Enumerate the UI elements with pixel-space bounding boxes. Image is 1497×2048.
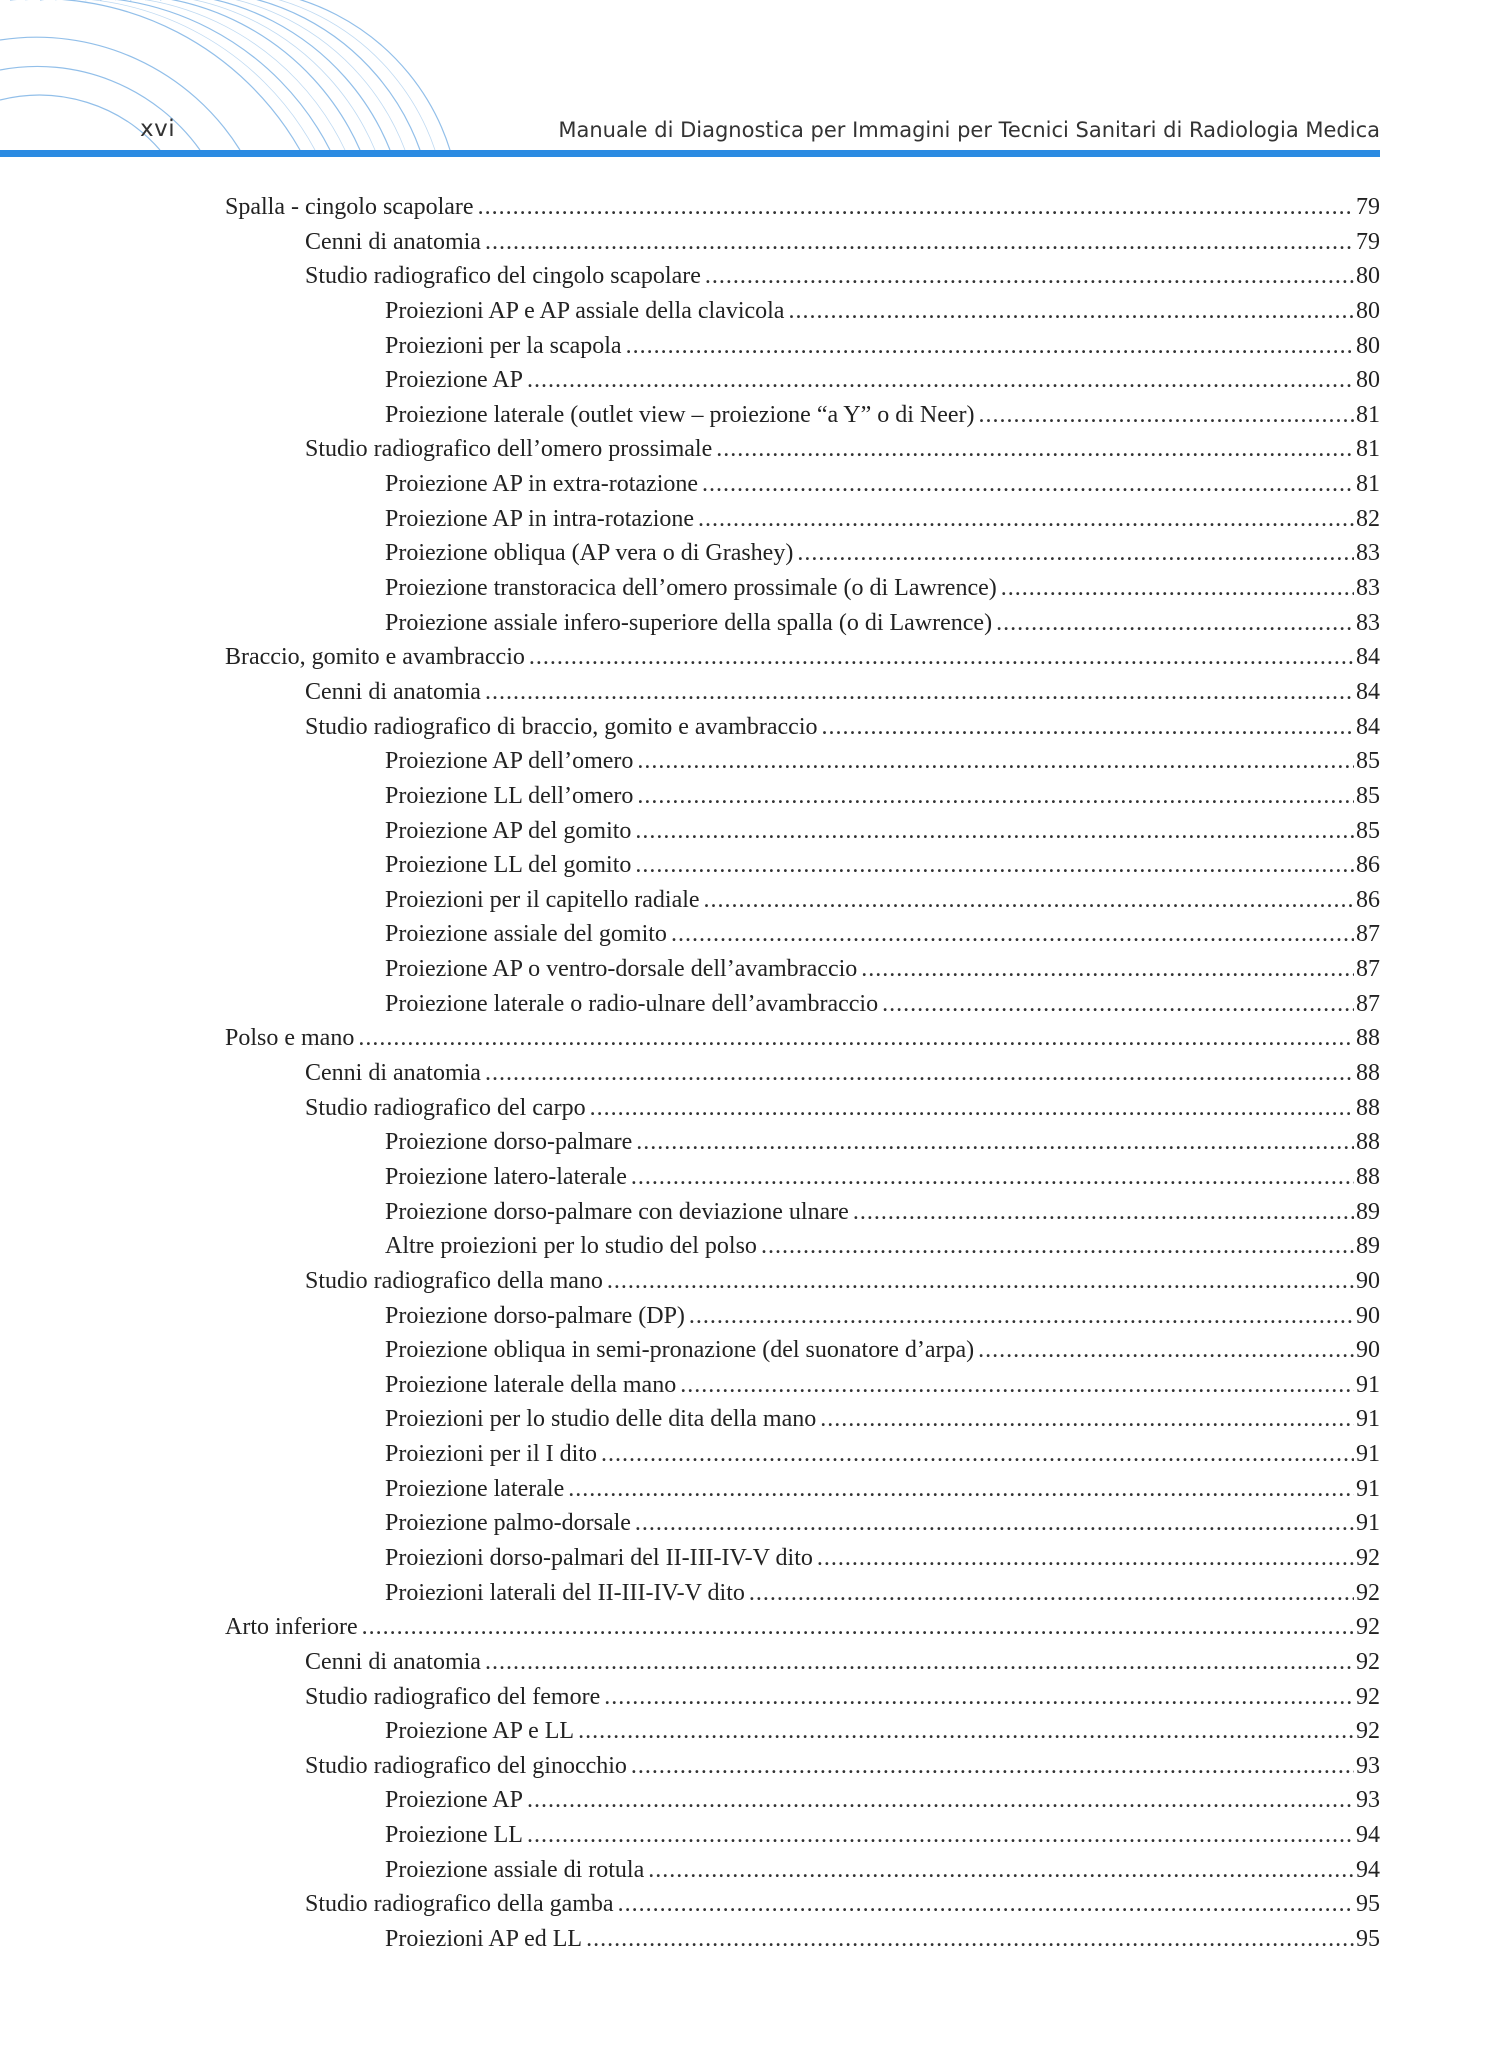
toc-entry-label: Proiezioni AP ed LL: [385, 1926, 583, 1953]
toc-entry: [225, 1645, 1380, 1680]
toc-dot-leader: [637, 779, 1354, 814]
toc-dot-leader: [817, 1541, 1354, 1576]
toc-entry-page: 90: [1356, 1267, 1380, 1294]
toc-entry: [225, 294, 1380, 329]
toc-dot-leader: [607, 1264, 1354, 1299]
toc-entry-label: Proiezione laterale (outlet view – proiezione “a Y” o di Neer): [385, 401, 975, 428]
toc-entry: [225, 1021, 1380, 1056]
toc-entry-page: 91: [1356, 1510, 1380, 1537]
toc-dot-leader: [671, 917, 1354, 952]
toc-entry-page: 90: [1356, 1302, 1380, 1329]
toc-entry: [225, 710, 1380, 745]
toc-entry-page: 85: [1356, 817, 1380, 844]
toc-dot-leader: [618, 1887, 1354, 1922]
toc-entry: [225, 744, 1380, 779]
toc-entry: [225, 1056, 1380, 1091]
toc-entry-label: Cenni di anatomia: [305, 1060, 481, 1087]
toc-entry-label: Proiezione dorso-palmare: [385, 1129, 633, 1156]
toc-dot-leader: [631, 1160, 1354, 1195]
toc-entry: [225, 1368, 1380, 1403]
toc-entry-label: Proiezioni per il capitello radiale: [385, 886, 700, 913]
toc-entry-page: 92: [1356, 1648, 1380, 1675]
toc-entry: [225, 1887, 1380, 1922]
toc-entry-label: Proiezione assiale di rotula: [385, 1856, 645, 1883]
toc-entry-label: Cenni di anatomia: [305, 228, 481, 255]
toc-entry-label: Proiezione dorso-palmare con deviazione ulnare: [385, 1198, 849, 1225]
toc-entry-page: 79: [1356, 228, 1380, 255]
toc-entry-label: Proiezione LL: [385, 1822, 523, 1849]
toc-dot-leader: [590, 1091, 1354, 1126]
toc-dot-leader: [979, 398, 1354, 433]
toc-entry-label: Proiezione AP o ventro-dorsale dell’avambraccio: [385, 956, 858, 983]
toc-entry: [225, 1853, 1380, 1888]
page-number: xvi: [140, 116, 176, 142]
table-of-contents: [225, 190, 1380, 1957]
toc-entry-page: 87: [1356, 921, 1380, 948]
toc-entry: [225, 536, 1380, 571]
toc-entry-label: Proiezioni per lo studio delle dita della mano: [385, 1406, 817, 1433]
toc-dot-leader: [797, 536, 1354, 571]
toc-entry-label: Proiezione AP in extra-rotazione: [385, 471, 699, 498]
toc-entry-label: Proiezione latero-laterale: [385, 1163, 627, 1190]
toc-entry-label: Proiezione transtoracica dell’omero prossimale (o di Lawrence): [385, 575, 997, 602]
toc-entry: [225, 987, 1380, 1022]
toc-entry-label: Proiezione laterale o radio-ulnare dell’avambraccio: [385, 990, 879, 1017]
toc-entry: [225, 1229, 1380, 1264]
toc-entry: [225, 779, 1380, 814]
toc-dot-leader: [631, 1749, 1354, 1784]
toc-entry-label: Studio radiografico di braccio, gomito e avambraccio: [305, 713, 818, 740]
toc-dot-leader: [702, 467, 1354, 502]
toc-entry-page: 87: [1356, 956, 1380, 983]
toc-entry-label: Proiezione laterale: [385, 1475, 565, 1502]
toc-entry-page: 84: [1356, 644, 1380, 671]
toc-entry: [225, 1922, 1380, 1957]
toc-entry-label: Proiezione assiale del gomito: [385, 921, 667, 948]
toc-entry-page: 94: [1356, 1822, 1380, 1849]
toc-entry-label: Proiezione AP del gomito: [385, 817, 632, 844]
toc-dot-leader: [604, 1680, 1354, 1715]
toc-entry: [225, 883, 1380, 918]
toc-dot-leader: [648, 1853, 1354, 1888]
toc-entry-label: Proiezione obliqua in semi-pronazione (del suonatore d’arpa): [385, 1337, 975, 1364]
toc-entry-label: Proiezione assiale infero-superiore della spalla (o di Lawrence): [385, 609, 993, 636]
toc-entry: [225, 1472, 1380, 1507]
toc-entry: [225, 606, 1380, 641]
toc-entry-page: 88: [1356, 1025, 1380, 1052]
toc-dot-leader: [978, 1333, 1354, 1368]
toc-entry-page: 89: [1356, 1198, 1380, 1225]
toc-entry-label: Proiezioni per la scapola: [385, 332, 622, 359]
toc-dot-leader: [882, 987, 1354, 1022]
toc-dot-leader: [635, 814, 1354, 849]
toc-entry-page: 94: [1356, 1856, 1380, 1883]
toc-dot-leader: [568, 1472, 1354, 1507]
toc-entry-page: 91: [1356, 1406, 1380, 1433]
toc-entry: [225, 1160, 1380, 1195]
toc-entry: [225, 1333, 1380, 1368]
toc-entry: [225, 675, 1380, 710]
toc-entry-label: Altre proiezioni per lo studio del polso: [385, 1233, 757, 1260]
toc-dot-leader: [996, 606, 1354, 641]
toc-entry-page: 95: [1356, 1891, 1380, 1918]
toc-entry-page: 85: [1356, 782, 1380, 809]
toc-entry: [225, 571, 1380, 606]
toc-entry-label: Polso e mano: [225, 1025, 355, 1052]
toc-dot-leader: [635, 848, 1354, 883]
toc-dot-leader: [637, 744, 1354, 779]
toc-entry-page: 79: [1356, 194, 1380, 220]
toc-entry: [225, 398, 1380, 433]
toc-entry-label: Cenni di anatomia: [305, 1648, 481, 1675]
toc-entry-page: 92: [1356, 1683, 1380, 1710]
toc-entry-label: Studio radiografico del carpo: [305, 1094, 586, 1121]
toc-entry: [225, 1610, 1380, 1645]
toc-entry: [225, 1783, 1380, 1818]
toc-entry-label: Proiezione laterale della mano: [385, 1371, 677, 1398]
toc-dot-leader: [1001, 571, 1354, 606]
toc-entry: [225, 502, 1380, 537]
toc-entry-page: 88: [1356, 1094, 1380, 1121]
toc-entry-label: Studio radiografico della mano: [305, 1267, 603, 1294]
toc-entry-label: Proiezioni AP e AP assiale della clavicola: [385, 297, 785, 324]
toc-entry-page: 92: [1356, 1614, 1380, 1641]
toc-entry-page: 89: [1356, 1233, 1380, 1260]
toc-entry: [225, 1437, 1380, 1472]
toc-entry-label: Proiezione AP e LL: [385, 1718, 575, 1745]
toc-entry: [225, 1125, 1380, 1160]
toc-entry: [225, 917, 1380, 952]
toc-entry-page: 82: [1356, 505, 1380, 532]
toc-entry-page: 84: [1356, 678, 1380, 705]
toc-entry: [225, 190, 1380, 225]
toc-dot-leader: [820, 1402, 1354, 1437]
toc-dot-leader: [586, 1922, 1354, 1957]
toc-entry: [225, 1091, 1380, 1126]
toc-dot-leader: [716, 432, 1354, 467]
toc-dot-leader: [749, 1576, 1354, 1611]
toc-entry-label: Studio radiografico dell’omero prossimale: [305, 436, 713, 463]
toc-dot-leader: [485, 1645, 1354, 1680]
toc-entry-label: Studio radiografico del cingolo scapolare: [305, 263, 701, 290]
toc-entry-page: 80: [1356, 332, 1380, 359]
running-title: Manuale di Diagnostica per Immagini per Tecnici Sanitari di Radiologia Medica: [558, 118, 1380, 142]
toc-entry-page: 80: [1356, 367, 1380, 394]
header-rule: [0, 150, 1380, 157]
toc-dot-leader: [478, 190, 1354, 225]
toc-entry: [225, 1818, 1380, 1853]
toc-dot-leader: [853, 1195, 1354, 1230]
toc-entry: [225, 1749, 1380, 1784]
toc-dot-leader: [601, 1437, 1354, 1472]
toc-entry-page: 88: [1356, 1060, 1380, 1087]
toc-entry-label: Proiezione LL del gomito: [385, 852, 632, 879]
toc-entry-page: 80: [1356, 297, 1380, 324]
page-header: [140, 112, 1380, 152]
toc-entry-page: 83: [1356, 575, 1380, 602]
toc-entry-page: 92: [1356, 1544, 1380, 1571]
toc-entry-page: 81: [1356, 471, 1380, 498]
toc-entry-label: Proiezione AP in intra-rotazione: [385, 505, 695, 532]
toc-dot-leader: [761, 1229, 1354, 1264]
toc-entry-label: Studio radiografico della gamba: [305, 1891, 614, 1918]
toc-dot-leader: [689, 1299, 1354, 1334]
toc-entry-label: Proiezione dorso-palmare (DP): [385, 1302, 685, 1329]
toc-dot-leader: [362, 1610, 1354, 1645]
toc-entry-label: Proiezione palmo-dorsale: [385, 1510, 631, 1537]
toc-entry: [225, 640, 1380, 675]
toc-entry-page: 87: [1356, 990, 1380, 1017]
toc-entry-page: 81: [1356, 436, 1380, 463]
toc-dot-leader: [635, 1506, 1354, 1541]
toc-dot-leader: [705, 259, 1354, 294]
toc-dot-leader: [358, 1021, 1354, 1056]
toc-entry-label: Proiezione AP: [385, 1787, 523, 1814]
toc-entry-page: 92: [1356, 1579, 1380, 1606]
toc-entry-label: Studio radiografico del femore: [305, 1683, 601, 1710]
toc-entry: [225, 432, 1380, 467]
toc-entry-page: 83: [1356, 609, 1380, 636]
toc-entry-label: Studio radiografico del ginocchio: [305, 1752, 627, 1779]
toc-entry: [225, 1402, 1380, 1437]
toc-dot-leader: [704, 883, 1354, 918]
toc-entry-page: 91: [1356, 1371, 1380, 1398]
toc-entry-page: 88: [1356, 1129, 1380, 1156]
toc-dot-leader: [527, 363, 1354, 398]
toc-dot-leader: [861, 952, 1354, 987]
toc-entry-page: 83: [1356, 540, 1380, 567]
toc-entry: [225, 1506, 1380, 1541]
toc-entry-label: Proiezioni dorso-palmari del II-III-IV-V dito: [385, 1544, 813, 1571]
toc-dot-leader: [485, 225, 1354, 260]
toc-entry-label: Braccio, gomito e avambraccio: [225, 644, 525, 671]
toc-entry-page: 88: [1356, 1163, 1380, 1190]
toc-entry-label: Spalla - cingolo scapolare: [225, 194, 474, 220]
toc-entry-page: 80: [1356, 263, 1380, 290]
toc-entry: [225, 363, 1380, 398]
toc-dot-leader: [821, 710, 1354, 745]
toc-entry-page: 84: [1356, 713, 1380, 740]
toc-dot-leader: [788, 294, 1354, 329]
toc-entry-page: 81: [1356, 401, 1380, 428]
toc-entry: [225, 259, 1380, 294]
toc-entry: [225, 225, 1380, 260]
toc-entry: [225, 1264, 1380, 1299]
toc-entry-page: 93: [1356, 1787, 1380, 1814]
toc-entry: [225, 848, 1380, 883]
toc-entry-page: 92: [1356, 1718, 1380, 1745]
toc-entry: [225, 814, 1380, 849]
toc-entry-page: 86: [1356, 852, 1380, 879]
toc-entry-page: 91: [1356, 1475, 1380, 1502]
toc-entry: [225, 1195, 1380, 1230]
toc-dot-leader: [698, 502, 1354, 537]
toc-entry-page: 85: [1356, 748, 1380, 775]
toc-entry-page: 90: [1356, 1337, 1380, 1364]
toc-entry: [225, 1576, 1380, 1611]
toc-entry: [225, 467, 1380, 502]
toc-entry: [225, 1541, 1380, 1576]
toc-dot-leader: [527, 1818, 1354, 1853]
toc-entry: [225, 952, 1380, 987]
toc-dot-leader: [680, 1368, 1354, 1403]
toc-entry-label: Proiezioni per il I dito: [385, 1441, 597, 1468]
toc-dot-leader: [527, 1783, 1354, 1818]
toc-dot-leader: [485, 1056, 1354, 1091]
toc-entry: [225, 329, 1380, 364]
toc-entry-label: Proiezione obliqua (AP vera o di Grashey): [385, 540, 794, 567]
toc-entry-page: 93: [1356, 1752, 1380, 1779]
toc-dot-leader: [578, 1714, 1354, 1749]
toc-entry-label: Proiezioni laterali del II-III-IV-V dito: [385, 1579, 745, 1606]
toc-entry-page: 86: [1356, 886, 1380, 913]
toc-entry-label: Arto inferiore: [225, 1614, 358, 1641]
toc-entry-page: 95: [1356, 1926, 1380, 1953]
toc-dot-leader: [529, 640, 1354, 675]
toc-dot-leader: [485, 675, 1354, 710]
toc-entry-label: Proiezione LL dell’omero: [385, 782, 634, 809]
toc-entry-page: 91: [1356, 1441, 1380, 1468]
toc-entry-label: Cenni di anatomia: [305, 678, 481, 705]
toc-entry-label: Proiezione AP dell’omero: [385, 748, 634, 775]
toc-entry: [225, 1680, 1380, 1715]
toc-dot-leader: [636, 1125, 1354, 1160]
toc-entry: [225, 1714, 1380, 1749]
toc-dot-leader: [626, 329, 1354, 364]
toc-entry-label: Proiezione AP: [385, 367, 523, 394]
toc-entry: [225, 1299, 1380, 1334]
